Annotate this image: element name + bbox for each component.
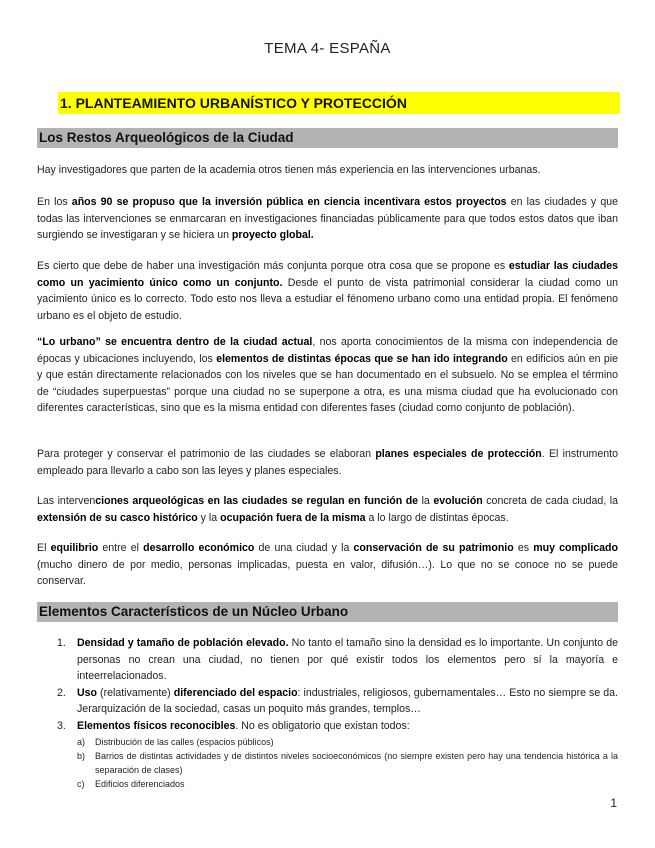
- paragraph-7: El equilibrio entre el desarrollo económico de una ciudad y la conservación de su patrimonio es muy complicado (mucho dinero de por medio, personas implicadas, puesta en valor, difusión…). Lo que no se conoce no se puede conservar.: [37, 542, 618, 588]
- paragraph-3: Es cierto que debe de haber una investigación más conjunta porque otra cosa que se propone es estudiar las ciudades como un yacimiento único como un conjunto. Desde el punto de vista patrimonial considerar la ciudad como un yacimiento único es lo correcto. Todo esto nos lleva a estudiar el fénomeno urbano como una entidad propia. El fenómeno urbano es el objeto de estudio.: [37, 260, 618, 322]
- main-heading: 1. PLANTEAMIENTO URBANÍSTICO Y PROTECCIÓN: [58, 92, 620, 114]
- paragraph-1: Hay investigadores que parten de la academia otros tienen más experiencia en las intervenciones urbanas.: [37, 164, 541, 176]
- sublist-item: b) Barrios de distintas actividades y de distintos niveles socioeconómicos (no siempre existen pero hay una tendencia histórica a la separación de clases): [77, 750, 618, 775]
- paragraph-4: “Lo urbano” se encuentra dentro de la ciudad actual, nos aporta conocimientos de la misma con independencia de épocas y ubicaciones incluyendo, los elementos de distintas épocas que se han ido integrando en edificios aún en pie y que están directamente relacionados con los niveles que se han documentado en el subsuelo. No se emplea el término de “ciudades superpuestas” porque una ciudad no se superpone a otra, es una misma ciudad que ha evolucionado con diferentes características, sino que es la misma entidad con diferentes fases (ciudad como conjunto de población).: [37, 336, 619, 415]
- document-title: TEMA 4- ESPAÑA: [264, 40, 391, 57]
- section-heading-restos: Los Restos Arqueológicos de la Ciudad: [37, 128, 618, 148]
- page-number: 1: [610, 796, 617, 810]
- paragraph-6: Las intervenciones arqueológicas en las ciudades se regulan en función de la evolución concreta de cada ciudad, la extensión de su casco histórico y la ocupación fuera de la misma a lo largo de distintas épocas.: [37, 495, 619, 524]
- physical-elements-sublist: [77, 735, 618, 791]
- list-item: 3. Elementos físicos reconocibles. No es obligatorio que existan todos: a) Distribución de las calles (espacios públicos) b) Barrios de distintas actividades y de distintos niveles socioeconómicos (no siempre existen pero hay una tendencia histórica a la separación de clases) c) Edificios diferenciados: [57, 719, 618, 789]
- list-item: 2. Uso (relativamente) diferenciado del espacio: industriales, religiosos, gubernamentales… Esto no siempre se da. Jerarquización de la sociedad, casas un poquito más grandes, templos…: [57, 686, 618, 716]
- paragraph-2: En los años 90 se propuso que la inversión pública en ciencia incentivara estos proyectos en las ciudades y que todas las intervenciones se enmarcaran en investigaciones financiadas públicamente para que todos estos datos que iban surgiendo se investigaran y se hiciera un proyecto global.: [37, 196, 619, 242]
- sublist-item: a) Distribución de las calles (espacios públicos): [77, 736, 274, 747]
- characteristics-list: [37, 635, 618, 791]
- section-heading-elementos: Elementos Característicos de un Núcleo Urbano: [37, 602, 618, 622]
- list-item: 1. Densidad y tamaño de población elevado. No tanto el tamaño sino la densidad es lo importante. Un conjunto de personas no crean una ciudad, no tienen por qué existir todos los elementos pero sí la mayoría e inteerrelacionados.: [57, 637, 618, 683]
- sublist-item: c) Edificios diferenciados: [77, 778, 185, 789]
- paragraph-5: Para proteger y conservar el patrimonio de las ciudades se elaboran planes especiales de protección. El instrumento empleado para llevarlo a cabo son las leyes y planes especiales.: [37, 448, 618, 477]
